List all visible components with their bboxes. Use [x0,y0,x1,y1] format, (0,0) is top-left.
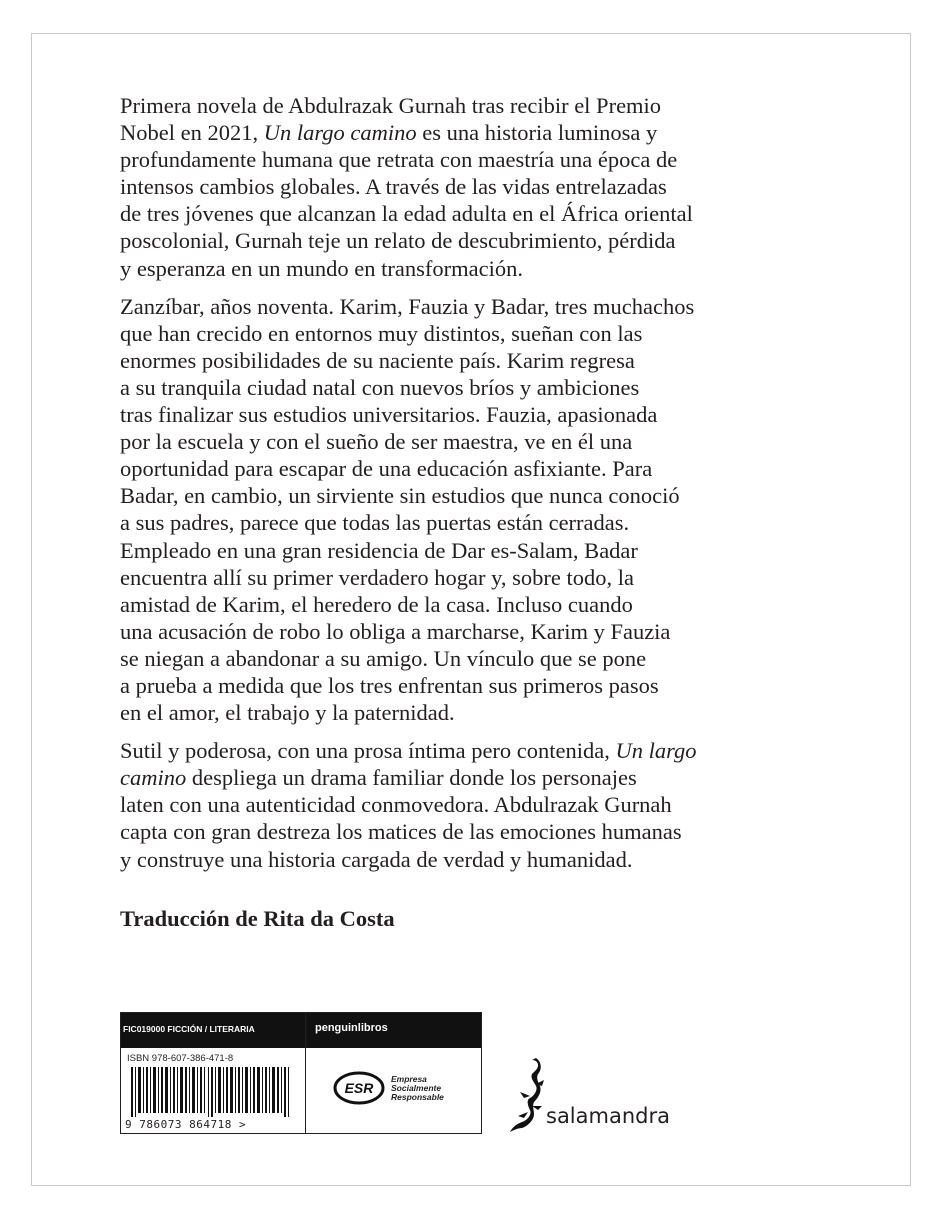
esr-label [391,1075,444,1102]
synopsis-line: capta con gran destreza los matices de las emociones humanas [120,819,682,845]
book-title: Un largo camino [263,120,417,146]
synopsis-paragraph-3 [120,737,832,872]
category-code: FIC019000 FICCIÓN / LITERARIA [123,1024,255,1034]
esr-label-line: Empresa [391,1074,427,1084]
synopsis-line: a sus padres, parece que todas las puertas están cerradas. [120,510,630,536]
book-title: Un largo [615,738,697,764]
synopsis-line: y construye una historia cargada de verdad y humanidad. [120,846,633,872]
synopsis-line: profundamente humana que retrata con maestría una época de [120,147,678,173]
salamander-icon [508,1056,548,1136]
synopsis-paragraph-1 [120,92,832,282]
book-title: camino [120,765,187,791]
isbn-box [120,1012,482,1134]
publisher-name: salamandra [546,1104,670,1128]
synopsis-line: poscolonial, Gurnah teje un relato de descubrimiento, pérdida [120,228,676,254]
barcode-icon [131,1067,296,1117]
synopsis-line: laten con una autenticidad conmovedora. Abdulrazak Gurnah [120,792,672,818]
synopsis-line: Badar, en cambio, un sirviente sin estudios que nunca conoció [120,483,680,509]
translation-credit: Traducción de Rita da Costa [120,906,395,931]
esr-logo-text: ESR [344,1080,374,1096]
synopsis-line: a su tranquila ciudad natal con nuevos bríos y ambiciones [120,374,640,400]
esr-label-line: Responsable [391,1092,444,1102]
synopsis-line: Sutil y poderosa, con una prosa íntima pero contenida, Un largo [120,738,697,764]
publisher-logo [508,1056,698,1136]
synopsis-line: Nobel en 2021, Un largo camino es una historia luminosa y [120,120,658,146]
esr-label-line: Socialmente [391,1083,442,1093]
synopsis-line: en el amor, el trabajo y la paternidad. [120,700,455,726]
synopsis-line: se niegan a abandonar a su amigo. Un vínculo que se pone [120,645,647,671]
synopsis [120,92,832,884]
synopsis-line: Primera novela de Abdulrazak Gurnah tras recibir el Premio [120,93,662,118]
synopsis-line: y esperanza en un mundo en transformación. [120,255,523,281]
synopsis-line: de tres jóvenes que alcanzan la edad adulta en el África oriental [120,201,693,227]
synopsis-line: amistad de Karim, el heredero de la casa. Incluso cuando [120,591,633,617]
synopsis-line: intensos cambios globales. A través de las vidas entrelazadas [120,174,667,200]
synopsis-line: oportunidad para escapar de una educación asfixiante. Para [120,456,653,482]
esr-logo-icon [333,1071,385,1105]
synopsis-line: a prueba a medida que los tres enfrentan sus primeros pasos [120,672,659,698]
synopsis-line: tras finalizar sus estudios universitarios. Fauzia, apasionada [120,402,658,428]
synopsis-paragraph-2 [120,293,832,727]
synopsis-line: encuentra allí su primer verdadero hogar y, sobre todo, la [120,564,634,590]
synopsis-line: enormes posibilidades de su naciente país. Karim regresa [120,347,635,373]
isbn-number: ISBN 978-607-386-471-8 [127,1053,234,1064]
synopsis-line: Empleado en una gran residencia de Dar es-Salam, Badar [120,537,638,563]
synopsis-line: una acusación de robo lo obliga a marcharse, Karim y Fauzia [120,618,671,644]
website-label: penguinlibros [315,1022,388,1034]
synopsis-line: Zanzíbar, años noventa. Karim, Fauzia y Badar, tres muchachos [120,293,695,319]
synopsis-line: por la escuela y con el sueño de ser maestra, ve en él una [120,429,633,455]
synopsis-line: camino despliega un drama familiar donde los personajes [120,765,637,791]
box-divider [305,1013,306,1133]
synopsis-line: que han crecido en entornos muy distintos, sueñan con las [120,320,643,346]
barcode-digits: 9 786073 864718 > [125,1118,247,1131]
